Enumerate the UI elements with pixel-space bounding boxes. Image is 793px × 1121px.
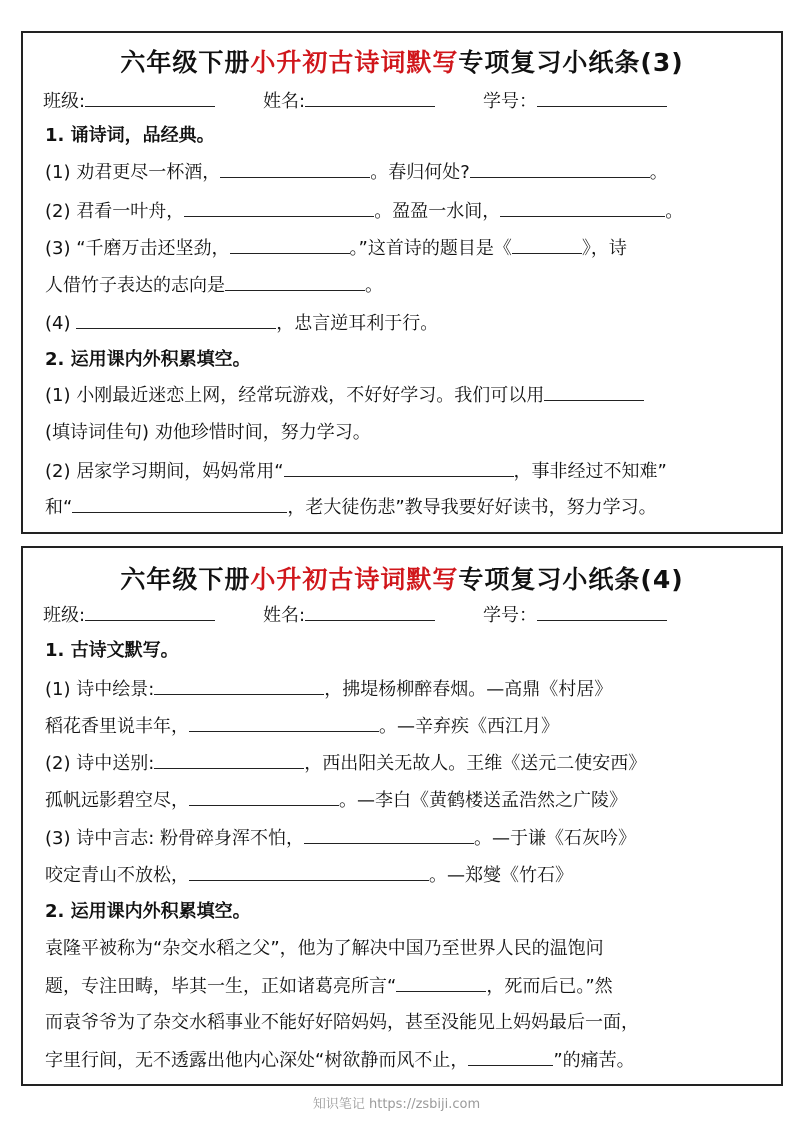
question-2: (2) 君看一叶舟， 。盈盈一水间， 。 [45,201,684,222]
student-no-blank[interactable] [537,90,667,107]
watermark: 知识笔记 https://zsbiji.com [312,1097,481,1112]
question-3-cont: 人借竹子表达的志向是 。 [45,275,383,296]
question-1: (1) 劝君更尽一杯酒， 。春归何处? 。 [45,162,668,183]
class-blank[interactable] [85,604,215,621]
student-no-field: 学号： [483,604,667,627]
paragraph-line: 题，专注田畴，毕其一生，正如诸葛亮所言“ ，死而后已。”然 [45,976,613,997]
prompt-1-cont: (填诗词佳句) 劝他珍惜时间，努力学习。 [45,422,371,443]
paragraph-line: 而袁爷爷为了杂交水稻事业不能好好陪妈妈，甚至没能见上妈妈最后一面， [45,1012,639,1033]
line-4: 孤帆远影碧空尽， 。—李白《黄鹤楼送孟浩然之广陵》 [45,790,627,811]
section-heading: 1. 古诗文默写。 [45,640,179,661]
answer-blank[interactable] [189,789,339,806]
section-heading: 2. 运用课内外积累填空。 [45,901,251,922]
class-field: 班级: [43,90,215,113]
name-blank[interactable] [305,90,435,107]
student-no-blank[interactable] [537,604,667,621]
answer-blank[interactable] [468,1049,553,1066]
card-title: 六年级下册小升初古诗词默写专项复习小纸条(3) [120,48,684,77]
worksheet-card-4 [21,546,783,1086]
card-title: 六年级下册小升初古诗词默写专项复习小纸条(4) [120,565,684,594]
answer-blank[interactable] [544,384,644,401]
answer-blank[interactable] [225,274,365,291]
answer-blank[interactable] [500,200,665,217]
line-2: 稻花香里说丰年， 。—辛弃疾《西江月》 [45,716,559,737]
question-4: (4) ，忠言逆耳利于行。 [45,313,439,334]
class-blank[interactable] [85,90,215,107]
answer-blank[interactable] [72,496,287,513]
answer-blank[interactable] [284,460,514,477]
name-blank[interactable] [305,604,435,621]
answer-blank[interactable] [189,864,429,881]
paragraph-line: 字里行间，无不透露出他内心深处“树欲静而风不止， ”的痛苦。 [45,1050,635,1071]
answer-blank[interactable] [396,975,486,992]
prompt-2-cont: 和“ ，老大徒伤悲”教导我要好好读书，努力学习。 [45,497,657,518]
paragraph-line: 袁隆平被称为“杂交水稻之父”，他为了解决中国乃至世界人民的温饱问 [45,938,604,959]
line-5: (3) 诗中言志: 粉骨碎身浑不怕， 。—于谦《石灰吟》 [45,828,637,849]
answer-blank[interactable] [154,678,324,695]
answer-blank[interactable] [184,200,374,217]
line-1: (1) 诗中绘景: ，拂堤杨柳醉春烟。—高鼎《村居》 [45,679,613,700]
line-3: (2) 诗中送别: ，西出阳关无故人。王维《送元二使安西》 [45,753,647,774]
answer-blank[interactable] [154,752,304,769]
class-field: 班级: [43,604,215,627]
answer-blank[interactable] [230,237,350,254]
answer-blank[interactable] [304,827,474,844]
answer-blank[interactable] [470,161,650,178]
prompt-1: (1) 小刚最近迷恋上网，经常玩游戏，不好好学习。我们可以用 [45,384,763,407]
worksheet-card-3 [21,31,783,534]
question-3: (3) “千磨万击还坚劲， 。”这首诗的题目是《 》，诗 [45,238,627,259]
answer-blank[interactable] [76,312,276,329]
name-field: 姓名: [263,604,435,627]
prompt-2: (2) 居家学习期间，妈妈常用“ ，事非经过不知难” [45,461,667,482]
line-6: 咬定青山不放松， 。—郑燮《竹石》 [45,865,573,886]
answer-blank[interactable] [220,161,370,178]
student-no-field: 学号： [483,90,667,113]
name-field: 姓名: [263,90,435,113]
section-heading: 2. 运用课内外积累填空。 [45,349,251,370]
section-heading: 1. 诵诗词，品经典。 [45,125,215,146]
answer-blank[interactable] [189,715,379,732]
answer-blank[interactable] [512,237,582,254]
